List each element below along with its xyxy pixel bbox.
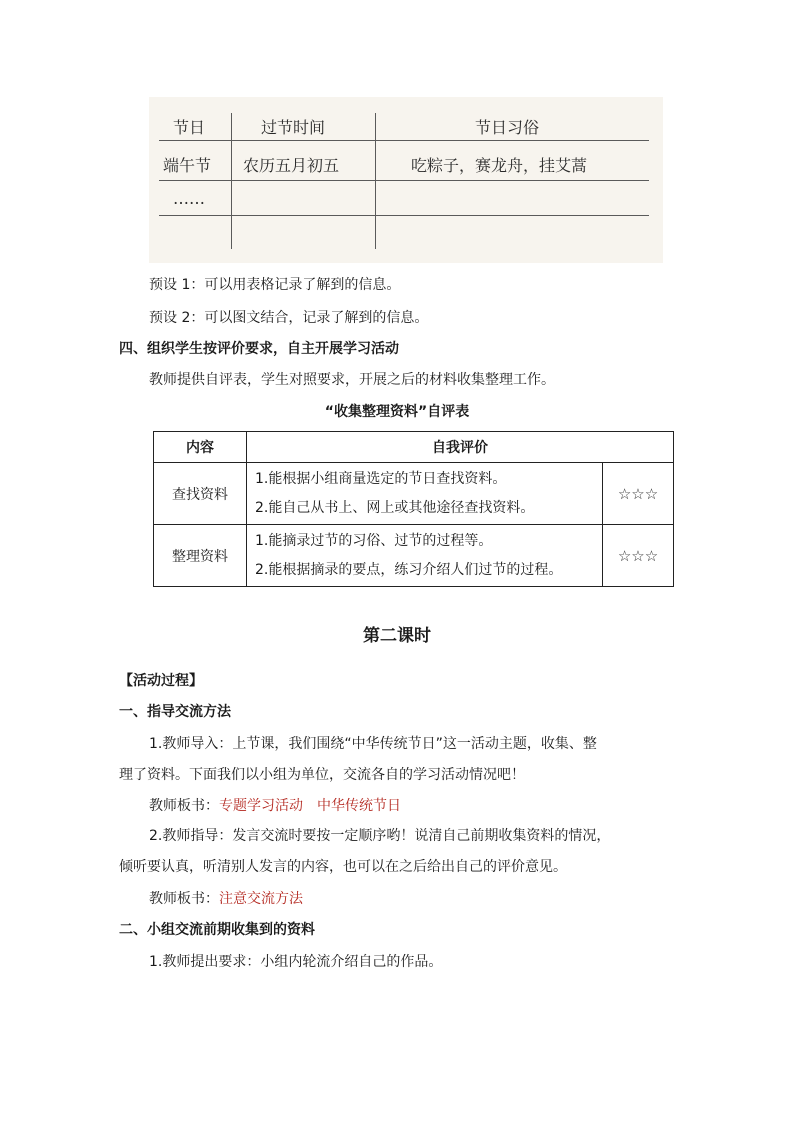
board-note-prefix: 教师板书： <box>149 891 219 907</box>
photo-header-time: 过节时间 <box>261 118 326 137</box>
paragraph-1-line-2: 理了资料。下面我们以小组为单位，交流各自的学习活动情况吧！ <box>119 767 525 783</box>
header-content: 内容 <box>154 432 247 463</box>
photo-header-customs: 节日习俗 <box>475 118 540 137</box>
board-note-prefix: 教师板书： <box>149 798 219 814</box>
self-evaluation-table <box>153 431 674 587</box>
row-criteria <box>247 463 603 525</box>
festival-table-photo <box>149 97 663 263</box>
lesson-2-title: 第二课时 <box>363 626 431 646</box>
paragraph-1-line-1: 1.教师导入：上节课，我们围绕“中华传统节日”这一活动主题，收集、整 <box>149 736 597 752</box>
photo-cell-time: 农历五月初五 <box>243 156 340 175</box>
activity-process-heading: 【活动过程】 <box>119 673 203 689</box>
table-row <box>154 525 674 587</box>
eval-table-title: “收集整理资料”自评表 <box>324 404 470 420</box>
criterion: 2.能根据摘录的要点，练习介绍人们过节的过程。 <box>255 561 563 578</box>
photo-rule <box>159 215 649 216</box>
criterion: 2.能自己从书上、网上或其他途径查找资料。 <box>255 499 535 516</box>
photo-header-festival: 节日 <box>173 118 206 137</box>
preset-2: 预设 2：可以图文结合，记录了解到的信息。 <box>149 310 429 326</box>
section-4-text: 教师提供自评表，学生对照要求，开展之后的材料收集整理工作。 <box>149 372 555 388</box>
criterion: 1.能根据小组商量选定的节日查找资料。 <box>255 470 507 487</box>
criterion: 1.能摘录过节的习俗、过节的过程等。 <box>255 532 493 549</box>
table-header-row <box>154 432 674 463</box>
board-note-1 <box>149 796 401 816</box>
paragraph-2-line-2: 倾听要认真，听清别人发言的内容，也可以在之后给出自己的评价意见。 <box>119 859 567 875</box>
star-rating: ☆☆☆ <box>603 463 674 525</box>
preset-1: 预设 1：可以用表格记录了解到的信息。 <box>149 277 401 293</box>
row-category: 查找资料 <box>154 463 247 525</box>
board-note-topic: 专题学习活动 <box>219 798 303 814</box>
table-row <box>154 463 674 525</box>
paragraph-3: 1.教师提出要求：小组内轮流介绍自己的作品。 <box>149 954 443 970</box>
board-note-method: 注意交流方法 <box>219 891 303 907</box>
board-note-theme: 中华传统节日 <box>317 798 401 814</box>
photo-rule <box>159 180 649 181</box>
star-rating: ☆☆☆ <box>603 525 674 587</box>
photo-cell-festival: 端午节 <box>163 156 212 175</box>
section-2-heading: 二、小组交流前期收集到的资料 <box>119 922 315 938</box>
header-self-eval: 自我评价 <box>247 432 674 463</box>
paragraph-2-line-1: 2.教师指导：发言交流时要按一定顺序哟！说清自己前期收集资料的情况， <box>149 828 611 844</box>
photo-rule <box>375 113 376 249</box>
section-1-heading: 一、指导交流方法 <box>119 704 231 720</box>
photo-cell-customs: 吃粽子，赛龙舟，挂艾蒿 <box>411 156 588 175</box>
board-note-2 <box>149 889 303 909</box>
row-category: 整理资料 <box>154 525 247 587</box>
photo-cell-ellipsis: …… <box>173 189 205 208</box>
photo-rule <box>159 140 649 141</box>
row-criteria <box>247 525 603 587</box>
photo-rule <box>231 113 232 249</box>
section-4-heading: 四、组织学生按评价要求，自主开展学习活动 <box>119 341 399 357</box>
